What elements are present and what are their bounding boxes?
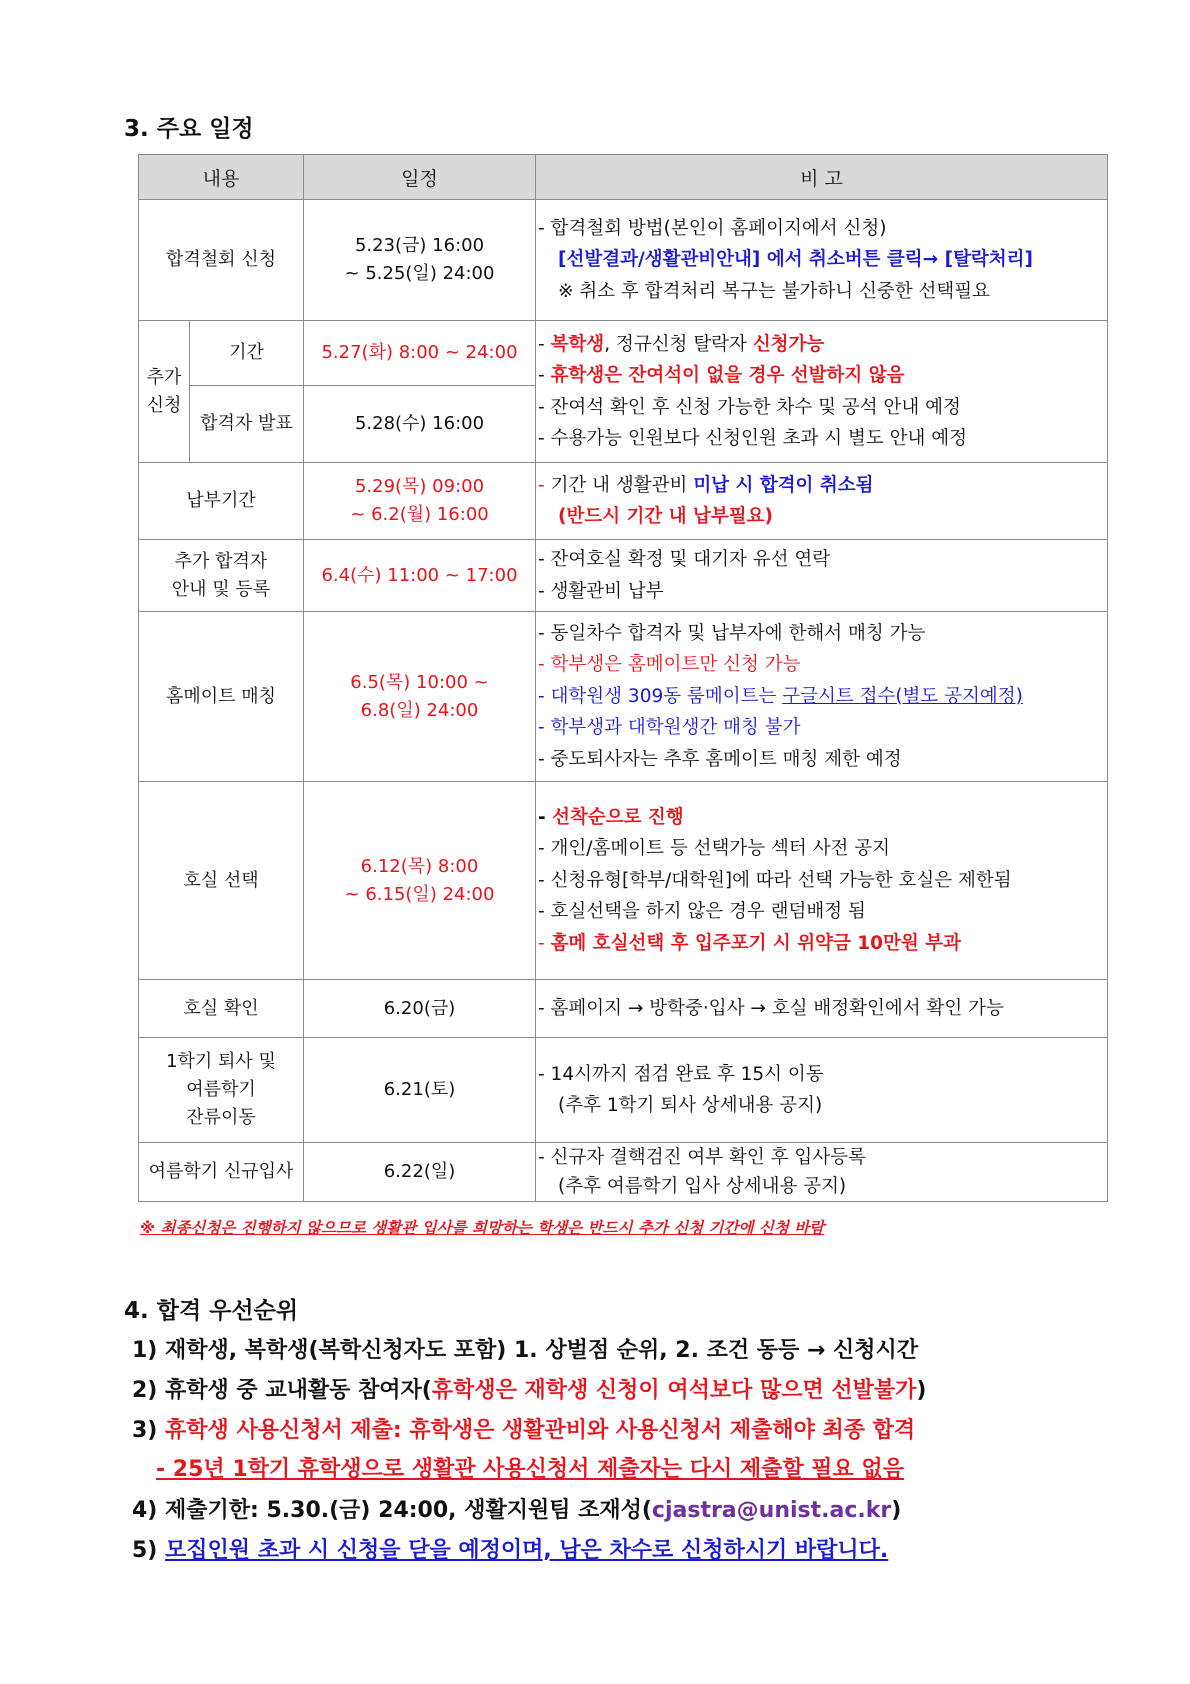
group-label-line: 추가 — [146, 366, 182, 388]
table-row — [139, 321, 1108, 386]
table-row — [139, 1143, 1108, 1202]
date-line: 5.23(금) 16:00 — [354, 235, 485, 256]
note-line: - 동일차수 합격자 및 납부자에 한해서 매칭 가능 — [538, 622, 926, 644]
table-header-row — [139, 155, 1108, 200]
row-label: 기간 — [190, 321, 304, 386]
priority-1: 1) 재학생, 복학생(복학신청자도 포함) 1. 상벌점 순위, 2. 조건 동등 → 신청시간 — [132, 1338, 919, 1363]
row-note: - 기간 내 생활관비 미납 시 합격이 취소됨 (반드시 기간 내 납부필요) — [536, 463, 1108, 540]
row-label: 여름학기 신규입사 — [139, 1143, 304, 1202]
priority-4 — [132, 1493, 901, 1524]
row-date: 6.22(일) — [304, 1143, 536, 1202]
priority-3-sub: - 25년 1학기 휴학생으로 생활관 사용신청서 제출자는 다시 제출할 필요 없음 — [156, 1457, 904, 1482]
note-line: - 14시까지 점검 완료 후 15시 이동 — [538, 1063, 824, 1085]
label-line: 1학기 퇴사 및 — [166, 1051, 276, 1072]
table-row — [139, 1038, 1108, 1143]
google-sheet-link[interactable]: 구글시트 접수(별도 공지예정) — [782, 685, 1023, 707]
header-content: 내용 — [139, 155, 304, 200]
note-line: - 잔여호실 확정 및 대기자 유선 연락 — [538, 549, 831, 570]
table-row — [139, 612, 1108, 782]
row-date — [304, 200, 536, 321]
note-text: 선착순으로 진행 — [552, 806, 684, 828]
row-note — [536, 1143, 1108, 1202]
row-date: 5.27(화) 8:00 ~ 24:00 — [304, 321, 536, 386]
note-line: - 신청유형[학부/대학원]에 따라 선택 가능한 호실은 제한됨 — [538, 869, 1012, 891]
note-line: (반드시 기간 내 납부필요) — [558, 506, 773, 527]
row-date — [304, 463, 536, 540]
priority-5 — [132, 1533, 888, 1564]
note-line: - 중도퇴사자는 추후 홈메이트 매칭 제한 예정 — [538, 748, 902, 770]
note-line: - 잔여석 확인 후 신청 가능한 차수 및 공석 안내 예정 — [538, 396, 961, 418]
priority-text: 2) 휴학생 중 교내활동 참여자( — [132, 1378, 432, 1403]
date-line: ~ 5.25(일) 24:00 — [344, 263, 495, 284]
label-line: 추가 합격자 — [174, 550, 268, 572]
note-text: 학부생과 대학원생간 매칭 불가 — [550, 717, 801, 739]
note-line: - 합격철회 방법(본인이 홈페이지에서 신청) — [538, 217, 887, 239]
label-line: 안내 및 등록 — [171, 578, 271, 600]
note-line: (추후 여름학기 입사 상세내용 공지) — [558, 1176, 847, 1197]
note-line: - 개인/홈메이트 등 선택가능 섹터 사전 공지 — [538, 838, 891, 860]
table-row — [139, 200, 1108, 321]
section-3-title: 3. 주요 일정 — [124, 116, 254, 142]
table-row — [139, 463, 1108, 540]
note-line: - 수용가능 인원보다 신청인원 초과 시 별도 안내 예정 — [538, 428, 968, 449]
date-line: 6.12(목) 8:00 — [360, 855, 479, 877]
label-line: 여름학기 — [186, 1079, 256, 1100]
section-4-title: 4. 합격 우선순위 — [124, 1298, 299, 1324]
row-note: - 복학생, 정규신청 탈락자 신청가능 - 휴학생은 잔여석이 없을 경우 선발하지 않음 - 잔여석 확인 후 신청 가능한 차수 및 공석 안내 예정 - 수용가능 인원보다 신청인원 초과 시 별도 안내 예정 — [536, 321, 1108, 463]
email-link[interactable]: cjastra@unist.ac.kr — [651, 1498, 892, 1523]
row-date: 5.28(수) 16:00 — [304, 386, 536, 463]
note-text: 대학원생 309동 룸메이트는 — [550, 685, 783, 707]
row-label: 홈메이트 매칭 — [139, 612, 304, 782]
table-row — [139, 782, 1108, 980]
row-label: 합격자 발표 — [190, 386, 304, 463]
row-date: 6.21(토) — [304, 1038, 536, 1143]
note-text: 신청가능 — [752, 333, 825, 355]
header-note: 비 고 — [536, 155, 1108, 200]
row-date — [304, 612, 536, 782]
row-label: 합격철회 신청 — [139, 200, 304, 321]
priority-text: 휴학생 사용신청서 제출: 휴학생은 생활관비와 사용신청서 제출해야 최종 합격 — [165, 1418, 916, 1443]
note-text: , 정규신청 탈락자 — [604, 333, 753, 355]
group-label — [139, 321, 190, 463]
priority-2 — [132, 1373, 926, 1404]
priority-text: 4) 제출기한: 5.30.(금) 24:00, 생활지원팀 조재성( — [132, 1498, 652, 1523]
group-label-line: 신청 — [146, 394, 182, 416]
priority-3 — [132, 1413, 915, 1444]
date-line: ~ 6.15(일) 24:00 — [344, 883, 495, 905]
note-text: 학부생은 홈메이트만 신청 가능 — [550, 654, 801, 676]
note-line: ※ 취소 후 합격처리 복구는 불가하니 신중한 선택필요 — [558, 280, 990, 302]
row-note — [536, 200, 1108, 321]
note-line: - 호실선택을 하지 않은 경우 랜덤배정 됨 — [538, 901, 866, 923]
note-line: - 신규자 결핵검진 여부 확인 후 입사등록 — [538, 1147, 866, 1168]
note-text: 기간 내 생활관비 — [550, 474, 694, 496]
row-note: - 동일차수 합격자 및 납부자에 한해서 매칭 가능 - 학부생은 홈메이트만 신청 가능 - 대학원생 309동 룸메이트는 구글시트 접수(별도 공지예정) - 학부생과 대학원생간 매칭 불가 - 중도퇴사자는 추후 홈메이트 매칭 제한 예정 — [536, 612, 1108, 782]
priority-text: ) — [916, 1378, 927, 1403]
note-text: 복학생 — [550, 333, 605, 355]
footnote: ※ 최종신청은 진행하지 않으므로 생활관 입사를 희망하는 학생은 반드시 추가 신청 기간에 신청 바람 — [140, 1219, 825, 1237]
note-text: 휴학생은 잔여석이 없을 경우 선발하지 않음 — [550, 365, 905, 386]
priority-text: 3) — [132, 1418, 166, 1443]
note-text: 홈메 호실선택 후 입주포기 시 위약금 10만원 부과 — [550, 932, 961, 954]
note-line: - 홈페이지 → 방학중·입사 → 호실 배정확인에서 확인 가능 — [538, 997, 1004, 1019]
row-label — [139, 540, 304, 612]
row-date: 6.4(수) 11:00 ~ 17:00 — [304, 540, 536, 612]
row-date — [304, 782, 536, 980]
header-date: 일정 — [304, 155, 536, 200]
date-line: 6.5(목) 10:00 ~ — [350, 671, 489, 693]
date-line: ~ 6.2(월) 16:00 — [350, 504, 489, 525]
priority-text: 모집인원 초과 시 신청을 닫을 예정이며, 남은 차수로 신청하시기 바랍니다. — [165, 1538, 889, 1563]
table-row — [139, 540, 1108, 612]
table-row — [139, 980, 1108, 1038]
priority-text: ) — [891, 1498, 902, 1523]
date-line: 6.8(일) 24:00 — [360, 699, 479, 721]
row-label: 호실 확인 — [139, 980, 304, 1038]
row-note — [536, 1038, 1108, 1143]
date-line: 5.29(목) 09:00 — [354, 476, 485, 497]
schedule-table — [138, 154, 1108, 1202]
row-label: 납부기간 — [139, 463, 304, 540]
row-note: - 선착순으로 진행 - 개인/홈메이트 등 선택가능 섹터 사전 공지 - 신청유형[학부/대학원]에 따라 선택 가능한 호실은 제한됨 - 호실선택을 하지 않은 경우 랜덤배정 됨 - 홈메 호실선택 후 입주포기 시 위약금 10만원 부과 — [536, 782, 1108, 980]
note-line: (추후 1학기 퇴사 상세내용 공지) — [558, 1095, 823, 1116]
row-label — [139, 1038, 304, 1143]
note-line: [선발결과/생활관비안내] 에서 취소버튼 클릭→ [탈락처리] — [558, 249, 1034, 271]
label-line: 잔류이동 — [186, 1107, 256, 1128]
priority-text: 5) — [132, 1538, 166, 1563]
row-note — [536, 980, 1108, 1038]
row-date: 6.20(금) — [304, 980, 536, 1038]
row-label: 호실 선택 — [139, 782, 304, 980]
row-note — [536, 540, 1108, 612]
priority-text: 휴학생은 재학생 신청이 여석보다 많으면 선발불가 — [431, 1378, 917, 1403]
note-line: - 생활관비 납부 — [538, 580, 664, 602]
note-text: 미납 시 합격이 취소됨 — [693, 474, 874, 496]
